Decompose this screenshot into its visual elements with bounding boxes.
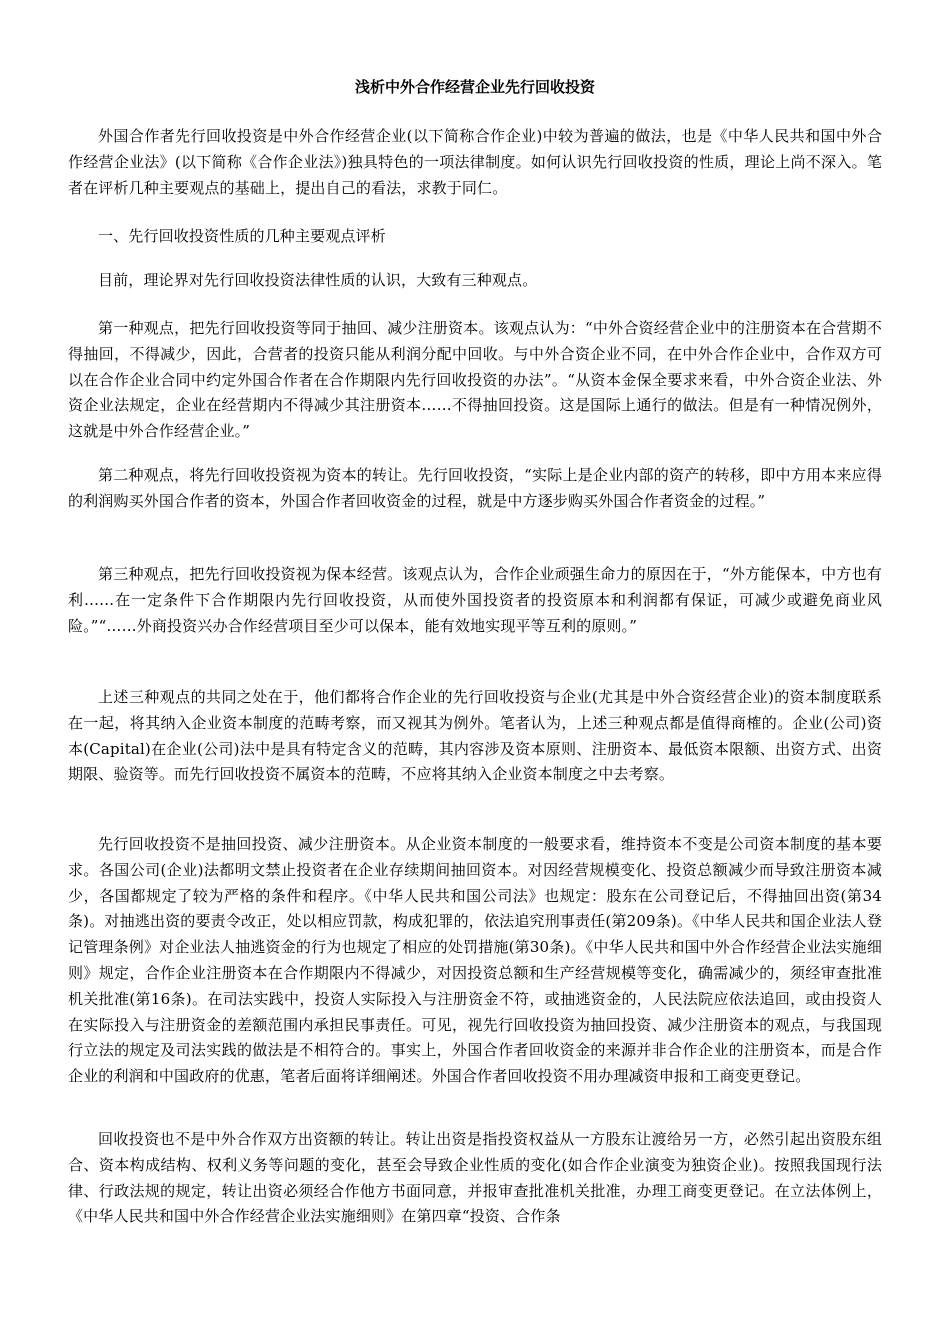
- paragraph-not-withdrawal: 先行回收投资不是抽回投资、减少注册资本。从企业资本制度的一般要求看，维持资本不变是公司资本制度的基本要求。各国公司(企业)法都明文禁止投资者在企业存续期间抽回资本。对因经营规模变化、投资总额减少而导致注册资本减少，各国都规定了较为严格的条件和程序。《中华人民共和国公司法》也规定：股东在公司登记后，不得抽回出资(第34条)。对抽逃出资的要责令改正，处以相应罚款，构成犯罪的，依法追究刑事责任(第209条)。《中华人民共和国企业法人登记管理条例》对企业法人抽逃资金的行为也规定了相应的处罚措施(第30条)。《中华人民共和国中外合作经营企业法实施细则》规定，合作企业注册资本在合作期限内不得减少，对因投资总额和生产经营规模等变化，确需减少的，须经审查批准机关批准(第16条)。在司法实践中，投资人实际投入与注册资金不符，或抽逃资金的，人民法院应依法追回，或由投资人在实际投入与注册资金的差额范围内承担民事责任。可见，视先行回收投资为抽回投资、减少注册资本的观点，与我国现行立法的规定及司法实践的做法是不相符合的。事实上，外国合作者回收资金的来源并非合作企业的注册资本，而是合作企业的利润和中国政府的优惠，笔者后面将详细阐述。外国合作者回收投资不用办理减资申报和工商变更登记。: [68, 835, 882, 1086]
- paragraph-overview: 目前，理论界对先行回收投资法律性质的认识，大致有三种观点。: [98, 271, 538, 289]
- paragraph-not-transfer: 回收投资也不是中外合作双方出资额的转让。转让出资是指投资权益从一方股东让渡给另一方，必然引起出资股东组合、资本构成结构、权利义务等问题的变化，甚至会导致企业性质的变化(如合作企业演变为独资企业)。按照我国现行法律、行政法规的规定，转让出资必须经合作他方书面同意，并报审查批准机关批准，办理工商变更登记。在立法体例上，《中华人民共和国中外合作经营企业法实施细则》在第四章“投资、合作条: [68, 1130, 882, 1226]
- paragraph-view-3: 第三种观点，把先行回收投资视为保本经营。该观点认为，合作企业顽强生命力的原因在于，“外方能保本，中方也有利……在一定条件下合作期限内先行回收投资，从而使外国投资者的投资原本和利润都有保证，可减少或避免商业风险。”“……外商投资兴办合作经营项目至少可以保本，能有效地实现平等互利的原则。”: [68, 565, 882, 635]
- paragraph-intro: 外国合作者先行回收投资是中外合作经营企业(以下简称合作企业)中较为普遍的做法，也是《中华人民共和国中外合作经营企业法》(以下简称《合作企业法》)独具特色的一项法律制度。如何认识先行回收投资的性质，理论上尚不深入。笔者在评析几种主要观点的基础上，提出自己的看法，求教于同仁。: [68, 127, 882, 197]
- paragraph-common-point: 上述三种观点的共同之处在于，他们都将合作企业的先行回收投资与企业(尤其是中外合资经营企业)的资本制度联系在一起，将其纳入企业资本制度的范畴考察，而又视其为例外。笔者认为，上述三种观点都是值得商榷的。企业(公司)资本(Capital)在企业(公司)法中是具有特定含义的范畴，其内容涉及资本原则、注册资本、最低资本限额、出资方式、出资期限、验资等。而先行回收投资不属资本的范畴，不应将其纳入企业资本制度之中去考察。: [68, 688, 882, 784]
- document-title: 浅析中外合作经营企业先行回收投资: [354, 78, 595, 96]
- section-heading-1: 一、先行回收投资性质的几种主要观点评析: [98, 227, 386, 245]
- paragraph-view-1: 第一种观点，把先行回收投资等同于抽回、减少注册资本。该观点认为：“中外合资经营企业中的注册资本在合营期不得抽回，不得减少，因此，合营者的投资只能从利润分配中回收。与中外合资企业不同，在中外合作企业中，合作双方可以在合作企业合同中约定外国合作者在合作期限内先行回收投资的办法”。“从资本金保全要求来看，中外合资企业法、外资企业法规定，企业在经营期内不得减少其注册资本……不得抽回投资。这是国际上通行的做法。但是有一种情况例外，这就是中外合作经营企业。”: [68, 319, 882, 441]
- paragraph-view-2: 第二种观点，将先行回收投资视为资本的转让。先行回收投资，“实际上是企业内部的资产的转移，即中方用本来应得的利润购买外国合作者的资本，外国合作者回收资金的过程，就是中方逐步购买外国合作者资金的过程。”: [68, 466, 882, 510]
